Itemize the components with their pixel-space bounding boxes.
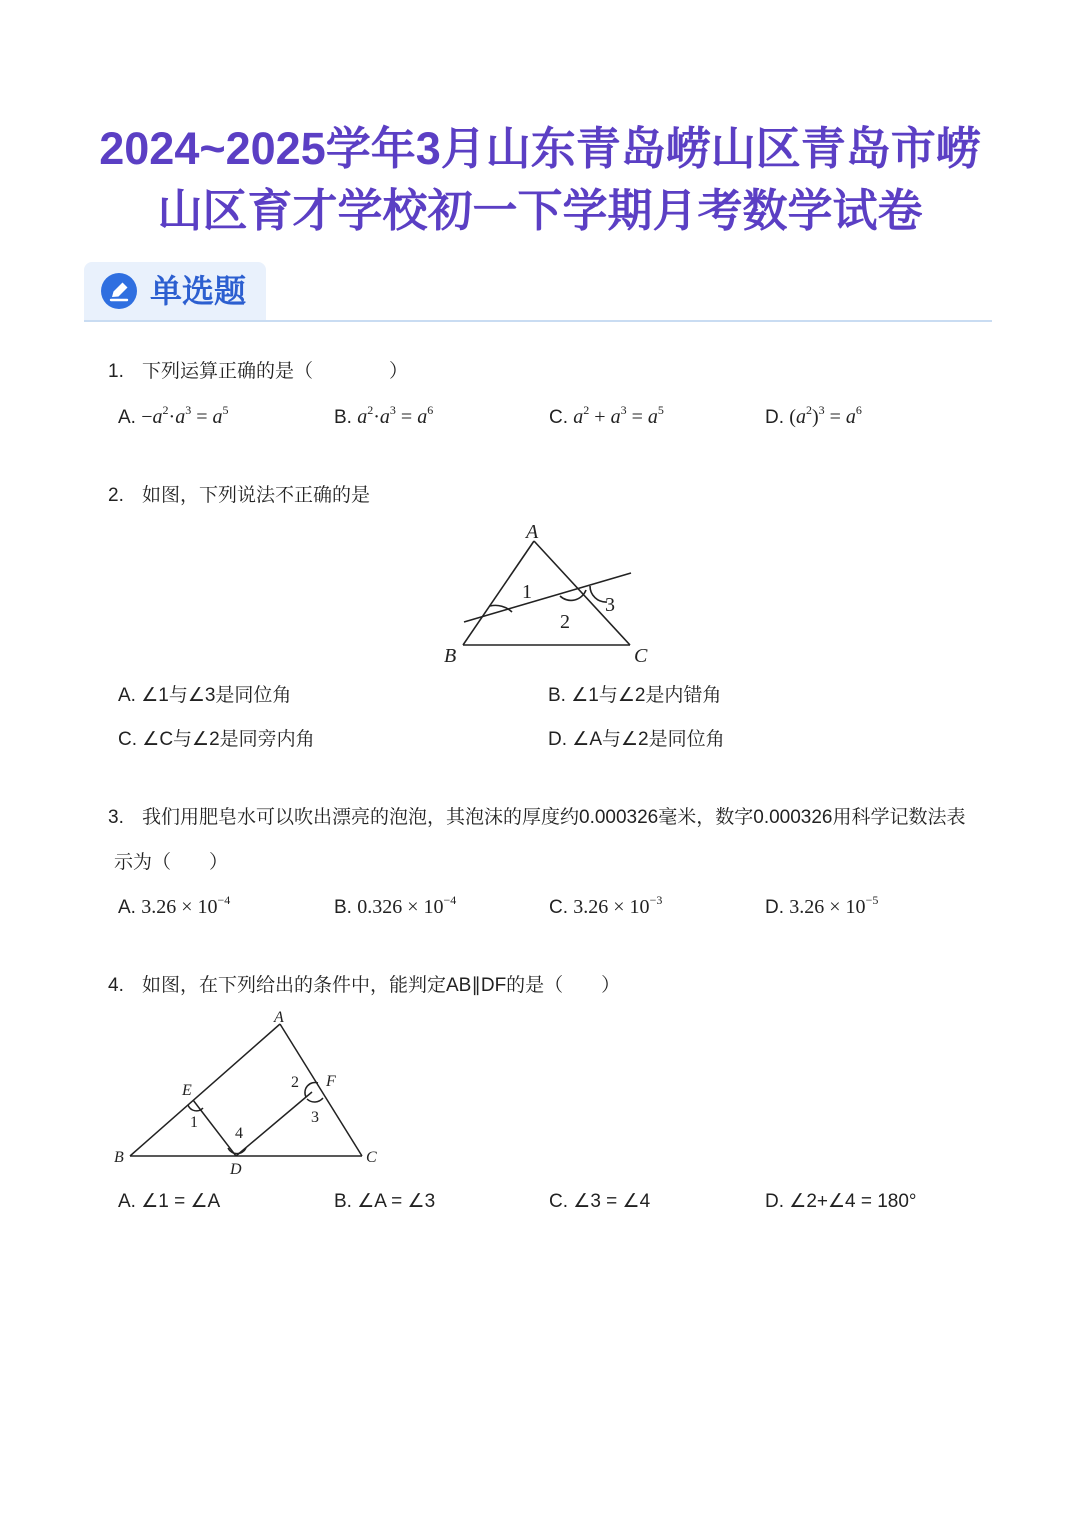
label-f: F bbox=[326, 1073, 336, 1090]
option-b: B. ∠A = ∠3 bbox=[334, 1191, 436, 1212]
triangle-figure bbox=[430, 516, 690, 676]
option-d: D. ∠2+∠4 = 180° bbox=[765, 1191, 917, 1212]
option-b: B. $0.326 \times 10^{-4}$ bbox=[334, 893, 457, 918]
option-c: C. $a^2 + a^3 = a^5$ bbox=[549, 403, 664, 428]
label-c: C bbox=[366, 1149, 377, 1166]
option-c: C. ∠3 = ∠4 bbox=[549, 1191, 651, 1212]
option-b: B. ∠1与∠2是内错角 bbox=[548, 685, 722, 706]
label-d: D bbox=[230, 1161, 242, 1178]
line-df bbox=[236, 1092, 312, 1156]
section-label: 单选题 bbox=[150, 273, 247, 309]
option-d: D. $(a^2)^3 = a^6$ bbox=[765, 403, 862, 428]
line-ab bbox=[130, 1024, 280, 1156]
question-stem: 如图，下列说法不正确的是 bbox=[142, 485, 371, 506]
title-line-2: 山区育才学校初一下学期月考数学试卷 bbox=[157, 185, 923, 236]
option-d-math: $3.26 \times 10^{-5}$ bbox=[789, 893, 879, 918]
angle-2-arc bbox=[560, 590, 586, 600]
question-number: 3. bbox=[108, 807, 124, 828]
line-ed bbox=[193, 1100, 236, 1156]
label-angle-3: 3 bbox=[605, 594, 615, 616]
option-c: C. ∠C与∠2是同旁内角 bbox=[118, 729, 315, 750]
label-angle-1: 1 bbox=[190, 1114, 198, 1131]
line-ac bbox=[534, 541, 630, 645]
label-angle-3: 3 bbox=[311, 1109, 319, 1126]
label-c: C bbox=[634, 645, 648, 667]
option-a: A. $-a^2\cdot a^3 = a^5$ bbox=[118, 403, 229, 428]
page-title bbox=[40, 118, 1040, 242]
label-a: A bbox=[526, 521, 539, 543]
option-b-math: $0.326 \times 10^{-4}$ bbox=[357, 893, 457, 918]
option-b: B. $a^2\cdot a^3 = a^6$ bbox=[334, 403, 434, 428]
option-c: C. $3.26 \times 10^{-3}$ bbox=[549, 893, 663, 918]
option-a-math: $-a^2\cdot a^3 = a^5$ bbox=[141, 403, 229, 428]
option-b-math: $a^2\cdot a^3 = a^6$ bbox=[357, 403, 434, 428]
label-b: B bbox=[444, 645, 457, 667]
label-e: E bbox=[182, 1082, 192, 1099]
label-angle-2: 2 bbox=[560, 611, 570, 633]
option-a: A. $3.26 \times 10^{-4}$ bbox=[118, 893, 231, 918]
option-d-math: $(a^2)^3 = a^6$ bbox=[789, 403, 862, 428]
label-a: A bbox=[274, 1009, 284, 1026]
angle-3-arc bbox=[307, 1098, 323, 1102]
option-d: D. ∠A与∠2是同位角 bbox=[548, 729, 725, 750]
pencil-icon bbox=[101, 273, 137, 309]
question-number: 4. bbox=[108, 975, 124, 996]
question-stem: 下列运算正确的是（ ） bbox=[142, 361, 409, 382]
section-header bbox=[84, 262, 992, 322]
question-stem: 如图，在下列给出的条件中，能判定AB∥DF的是（ ） bbox=[142, 975, 621, 996]
angle-2-arc bbox=[305, 1083, 318, 1097]
option-c-math: $3.26 \times 10^{-3}$ bbox=[573, 893, 663, 918]
question-stem-line-1: 我们用肥皂水可以吹出漂亮的泡泡，其泡沫的厚度约0.000326毫米，数字0.000326用科学记数法表 bbox=[142, 807, 966, 828]
option-d: D. $3.26 \times 10^{-5}$ bbox=[765, 893, 879, 918]
question-stem-line-2: 示为（ ） bbox=[114, 852, 229, 873]
parallel-figure bbox=[104, 1002, 394, 1182]
label-angle-1: 1 bbox=[522, 581, 532, 603]
question-number: 1. bbox=[108, 361, 124, 382]
option-a: A. ∠1与∠3是同位角 bbox=[118, 685, 292, 706]
label-b: B bbox=[114, 1149, 124, 1166]
option-a: A. ∠1 = ∠A bbox=[118, 1191, 221, 1212]
option-a-math: $3.26 \times 10^{-4}$ bbox=[141, 893, 231, 918]
label-angle-4: 4 bbox=[235, 1125, 243, 1142]
section-tab bbox=[84, 262, 266, 320]
option-c-math: $a^2 + a^3 = a^5$ bbox=[573, 403, 664, 428]
label-angle-2: 2 bbox=[291, 1074, 299, 1091]
title-line-1: 2024~2025学年3月山东青岛崂山区青岛市崂 bbox=[99, 123, 981, 174]
angle-1-arc bbox=[188, 1105, 203, 1111]
question-number: 2. bbox=[108, 485, 124, 506]
